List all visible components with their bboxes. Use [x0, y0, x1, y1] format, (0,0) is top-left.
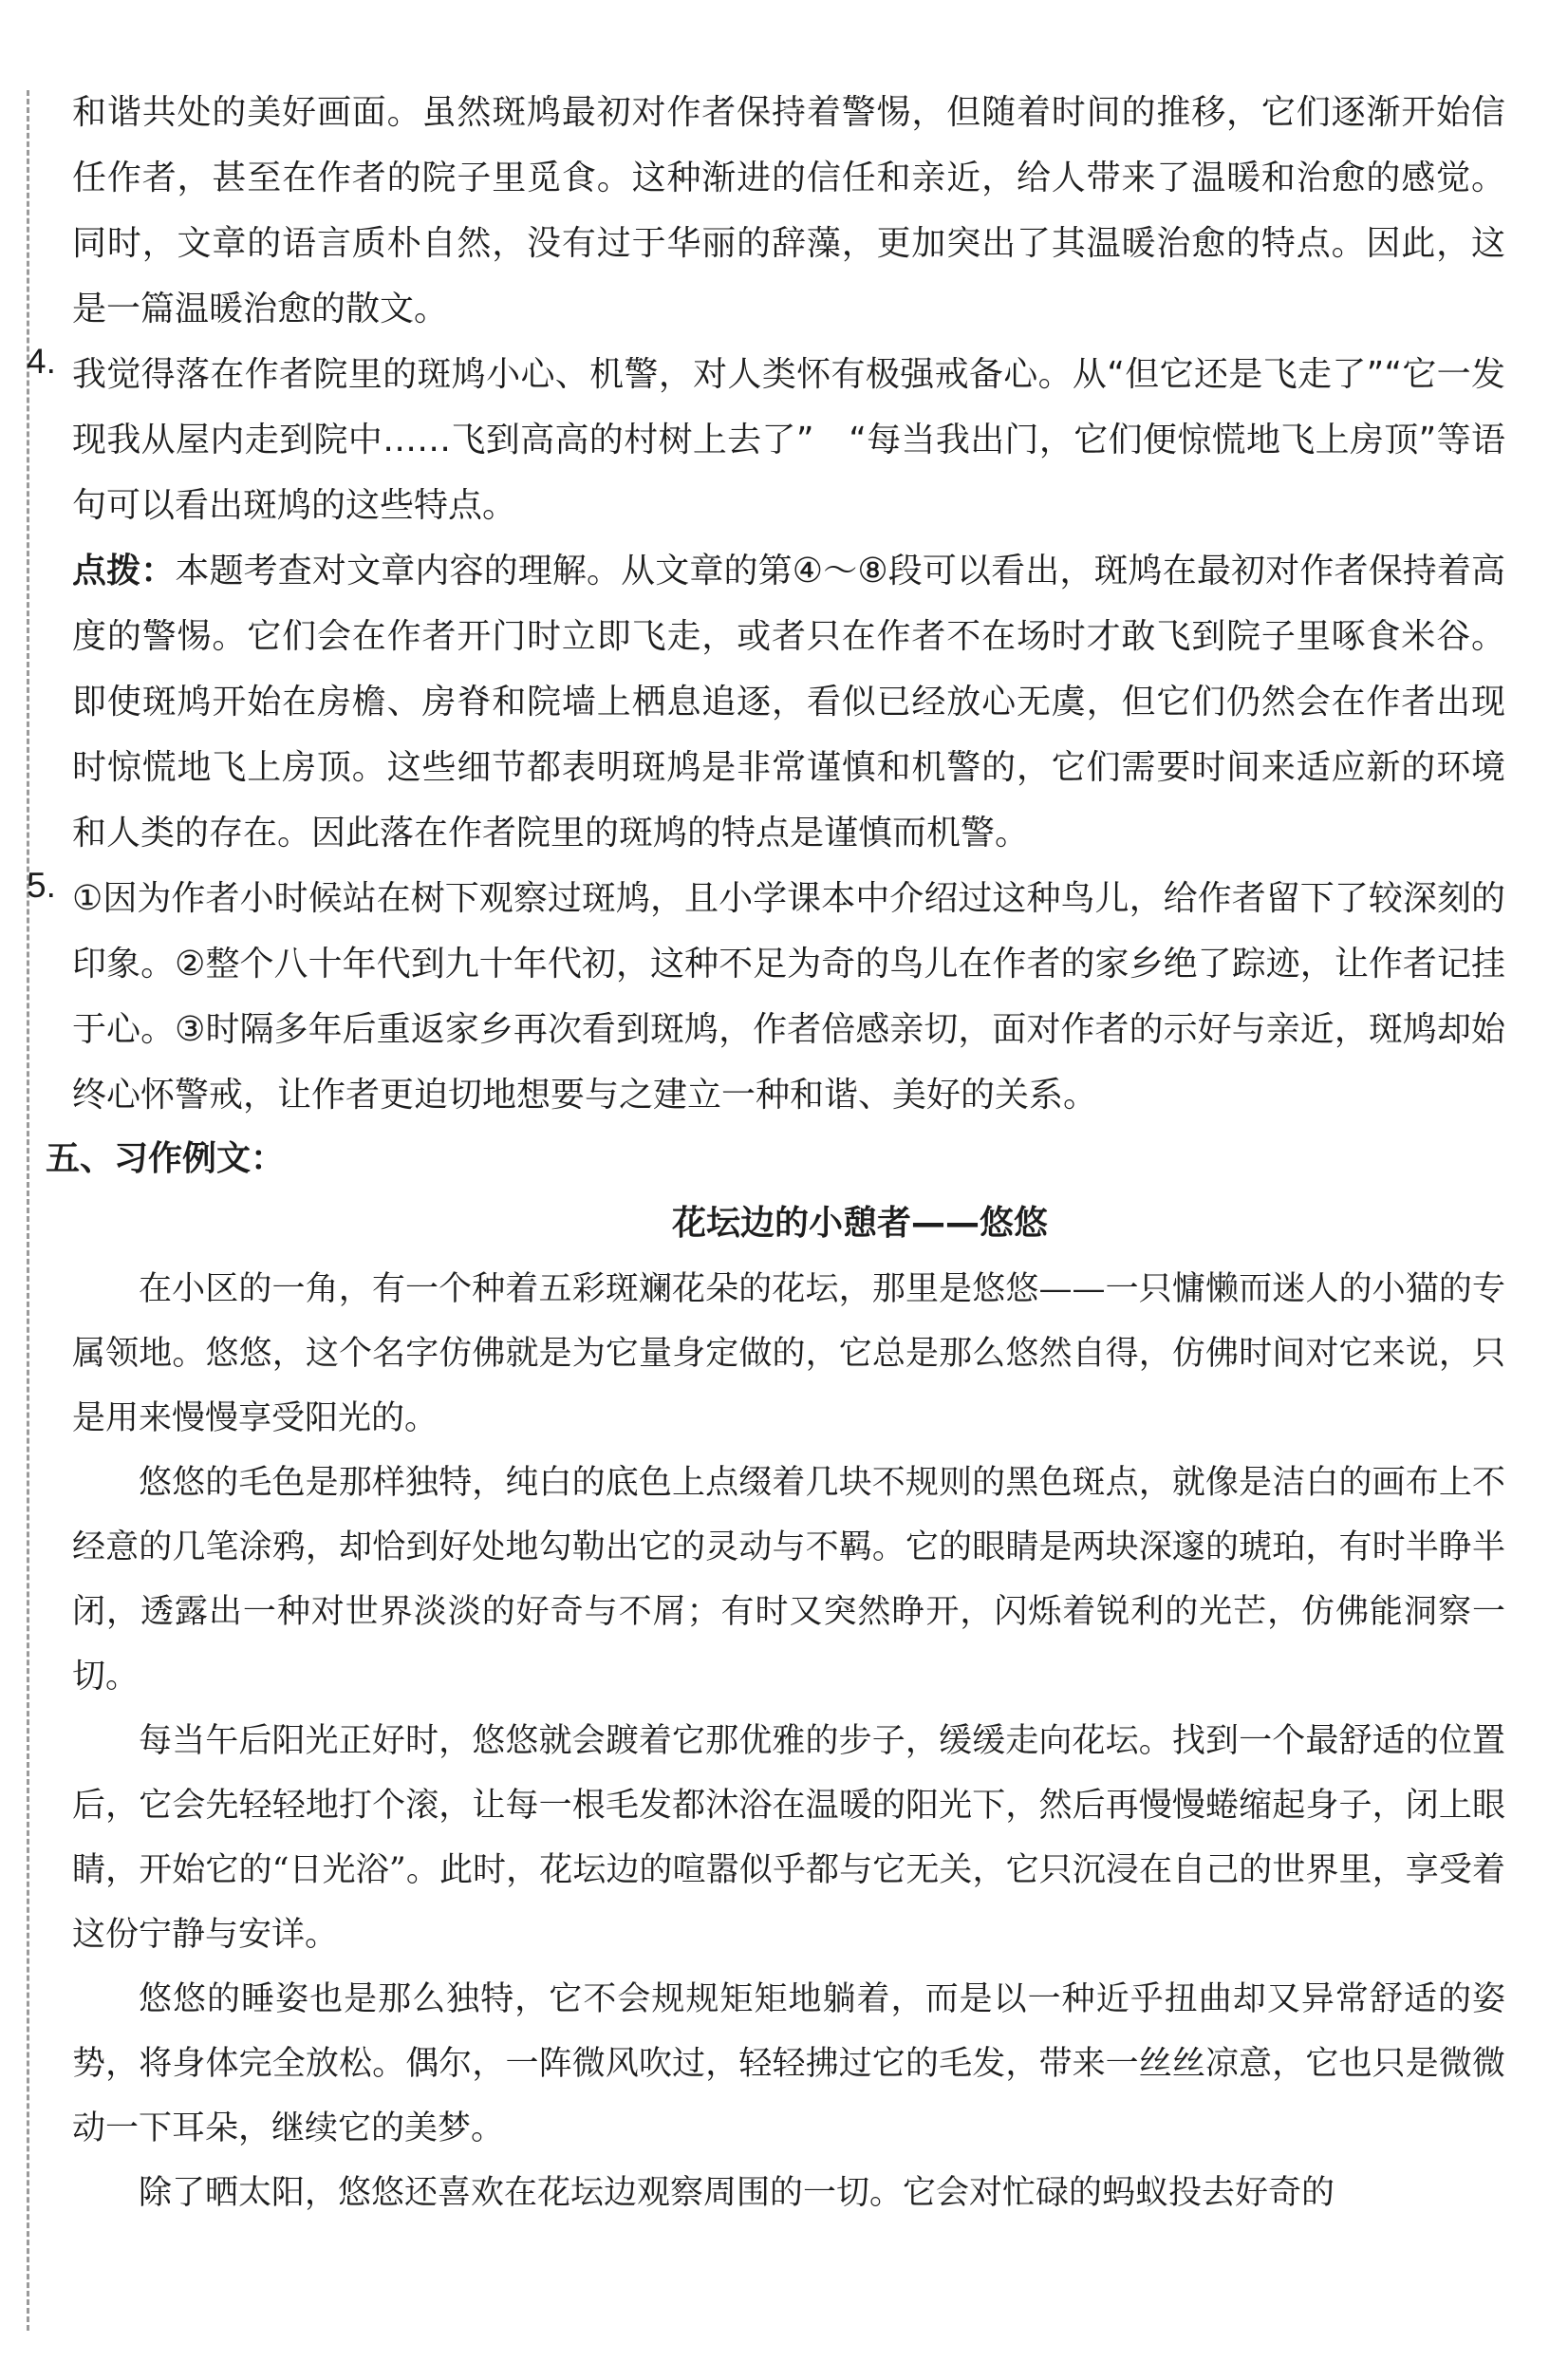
essay-paragraph: 在小区的一角，有一个种着五彩斑斓花朵的花坛，那里是悠悠——一只慵懒而迷人的小猫的专属领地。悠悠，这个名字仿佛就是为它量身定做的，它总是那么悠然自得，仿佛时间对它来说，只是用来慢慢享受阳光的。 — [72, 1270, 1505, 1437]
question-5-answer — [27, 866, 1505, 1128]
question-5-text: ①因为作者小时候站在树下观察过斑鸠，且小学课本中介绍过这种鸟儿，给作者留下了较深刻的印象。②整个八十年代到九十年代初，这种不足为奇的鸟儿在作者的家乡绝了踪迹，让作者记挂于心。③时隔多年后重返家乡再次看到斑鸠，作者倍感亲切，面对作者的示好与亲近，斑鸠却始终心怀警戒，让作者更迫切地想要与之建立一种和谐、美好的关系。 — [72, 879, 1505, 1115]
question-4-number: 4. — [27, 342, 56, 381]
intro-continuation: 和谐共处的美好画面。虽然斑鸠最初对作者保持着警惕，但随着时间的推移，它们逐渐开始信任作者，甚至在作者的院子里觅食。这种渐进的信任和亲近，给人带来了温暖和治愈的感觉。同时，文章的语言质朴自然，没有过于华丽的辞藻，更加突出了其温暖治愈的特点。因此，这是一篇温暖治愈的散文。 — [72, 93, 1505, 328]
section-5-heading: 五、习作例文： — [46, 1139, 286, 1178]
essay-paragraph: 悠悠的毛色是那样独特，纯白的底色上点缀着几块不规则的黑色斑点，就像是洁白的画布上不经意的几笔涂鸦，却恰到好处地勾勒出它的灵动与不羁。它的眼睛是两块深邃的琥珀，有时半睁半闭，透露出一种对世界淡淡的好奇与不屑；有时又突然睁开，闪烁着锐利的光芒，仿佛能洞察一切。 — [72, 1464, 1505, 1696]
essay-body — [72, 1257, 1505, 2225]
answer-page — [27, 80, 1505, 2225]
essay-title: 花坛边的小憩者——悠悠 — [671, 1204, 1048, 1243]
essay-paragraph: 每当午后阳光正好时，悠悠就会踱着它那优雅的步子，缓缓走向花坛。找到一个最舒适的位置后，它会先轻轻地打个滚，让每一根毛发都沐浴在温暖的阳光下，然后再慢慢蜷缩起身子，闭上眼睛，开始它的“日光浴”。此时，花坛边的喧嚣似乎都与它无关，它只沉浸在自己的世界里，享受着这份宁静与安详。 — [72, 1722, 1505, 1954]
note-label: 点拨： — [72, 552, 176, 590]
essay-paragraph: 悠悠的睡姿也是那么独特，它不会规规矩矩地躺着，而是以一种近乎扭曲却又异常舒适的姿势，将身体完全放松。偶尔，一阵微风吹过，轻轻拂过它的毛发，带来一丝丝凉意，它也只是微微动一下耳朵，继续它的美梦。 — [72, 1980, 1505, 2147]
essay-paragraph: 除了晒太阳，悠悠还喜欢在花坛边观察周围的一切。它会对忙碌的蚂蚁投去好奇的 — [139, 2174, 1335, 2212]
question-4-answer — [27, 342, 1505, 538]
question-4-note — [72, 538, 1505, 866]
question-4-text: 我觉得落在作者院里的斑鸠小心、机警，对人类怀有极强戒备心。从“但它还是飞走了”“它一发现我从屋内走到院中……飞到高高的村树上去了” “每当我出门，它们便惊慌地飞上房顶”等语句可以看出斑鸠的这些特点。 — [72, 355, 1505, 525]
note-text: 本题考查对文章内容的理解。从文章的第④～⑧段可以看出，斑鸠在最初对作者保持着高度的警惕。它们会在作者开门时立即飞走，或者只在作者不在场时才敢飞到院子里啄食米谷。即使斑鸠开始在房檐、房脊和院墙上栖息追逐，看似已经放心无虞，但它们仍然会在作者出现时惊慌地飞上房顶。这些细节都表明斑鸠是非常谨慎和机警的，它们需要时间来适应新的环境和人类的存在。因此落在作者院里的斑鸠的特点是谨慎而机警。 — [72, 552, 1505, 853]
question-5-number: 5. — [27, 866, 56, 905]
